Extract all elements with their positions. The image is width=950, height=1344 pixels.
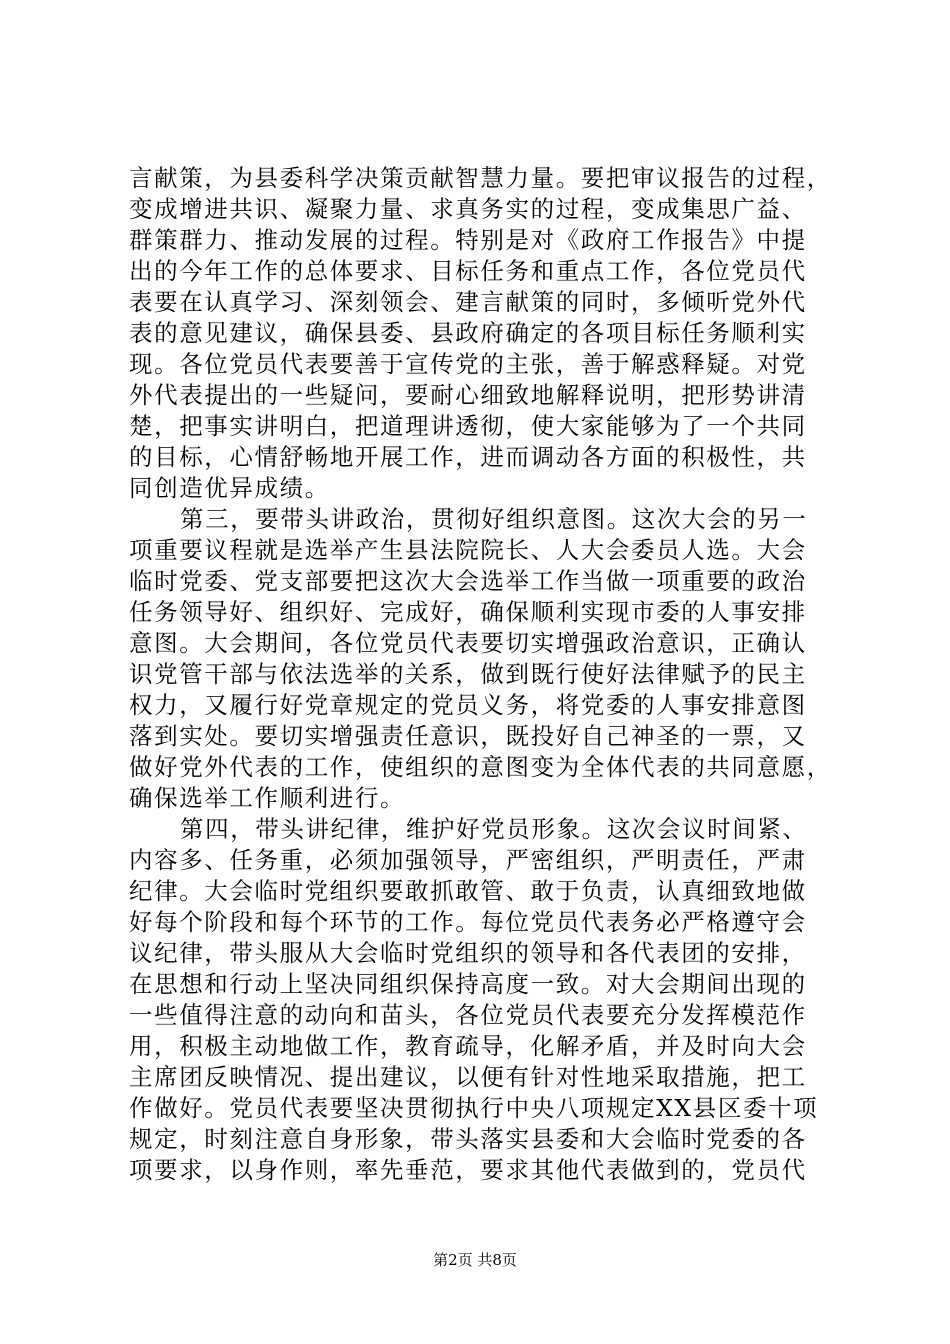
- paragraph-start-line: 第三，要带头讲政治，贯彻好组织意图。这次大会的另一: [180, 505, 808, 533]
- text-line: 项重要议程就是选举产生县法院院长、人大会委员人选。大会: [129, 536, 807, 564]
- text-line: 群策群力、推动发展的过程。特别是对《政府工作报告》中提: [129, 226, 807, 254]
- text-line: 议纪律，带头服从大会临时党组织的领导和各代表团的安排，: [129, 939, 807, 967]
- text-line: 临时党委、党支部要把这次大会选举工作当做一项重要的政治: [129, 567, 807, 595]
- text-line: 楚，把事实讲明白，把道理讲透彻，使大家能够为了一个共同: [129, 412, 807, 440]
- text-line: 主席团反映情况、提出建议，以便有针对性地采取措施，把工: [129, 1063, 807, 1091]
- paragraph-start-line: 第四，带头讲纪律，维护好党员形象。这次会议时间紧、: [180, 815, 808, 843]
- text-line: 识党管干部与依法选举的关系，做到既行使好法律赋予的民主: [129, 660, 807, 688]
- text-line: 同创造优异成绩。: [129, 474, 330, 502]
- text-line: 落到实处。要切实增强责任意识，既投好自己神圣的一票，又: [129, 722, 807, 750]
- text-line: 用，积极主动地做工作，教育疏导，化解矛盾，并及时向大会: [129, 1032, 807, 1060]
- document-body: [129, 163, 832, 1186]
- text-line: 出的今年工作的总体要求、目标任务和重点工作，各位党员代: [129, 257, 807, 285]
- text-line: 变成增进共识、凝聚力量、求真务实的过程，变成集思广益、: [129, 195, 807, 223]
- text-line: 在思想和行动上坚决同组织保持高度一致。对大会期间出现的: [129, 970, 807, 998]
- text-line: 内容多、任务重，必须加强领导，严密组织，严明责任，严肃: [129, 846, 807, 874]
- text-line: 做好党外代表的工作，使组织的意图变为全体代表的共同意愿，: [129, 753, 832, 781]
- text-line: 作做好。党员代表要坚决贯彻执行中央八项规定XX县区委十项: [129, 1094, 819, 1122]
- text-line: 意图。大会期间，各位党员代表要切实增强政治意识，正确认: [129, 629, 807, 657]
- text-line: 确保选举工作顺利进行。: [129, 784, 406, 812]
- text-line: 现。各位党员代表要善于宣传党的主张，善于解惑释疑。对党: [129, 350, 807, 378]
- text-line: 权力，又履行好党章规定的党员义务，将党委的人事安排意图: [129, 691, 807, 719]
- text-line: 任务领导好、组织好、完成好，确保顺利实现市委的人事安排: [129, 598, 807, 626]
- text-line: 表的意见建议，确保县委、县政府确定的各项目标任务顺利实: [129, 319, 807, 347]
- text-line: 表要在认真学习、深刻领会、建言献策的同时，多倾听党外代: [129, 288, 807, 316]
- text-line: 纪律。大会临时党组织要敢抓敢管、敢于负责，认真细致地做: [129, 877, 807, 905]
- text-line: 好每个阶段和每个环节的工作。每位党员代表务必严格遵守会: [129, 908, 807, 936]
- text-line: 一些值得注意的动向和苗头，各位党员代表要充分发挥模范作: [129, 1001, 807, 1029]
- page-number-footer: 第2页 共8页: [433, 1251, 517, 1269]
- text-line: 外代表提出的一些疑问，要耐心细致地解释说明，把形势讲清: [129, 381, 807, 409]
- text-line: 项要求，以身作则，率先垂范，要求其他代表做到的，党员代: [129, 1156, 807, 1184]
- text-line: 规定，时刻注意自身形象，带头落实县委和大会临时党委的各: [129, 1125, 807, 1153]
- text-line: 的目标，心情舒畅地开展工作，进而调动各方面的积极性，共: [129, 443, 807, 471]
- text-line: 言献策，为县委科学决策贡献智慧力量。要把审议报告的过程，: [129, 164, 832, 192]
